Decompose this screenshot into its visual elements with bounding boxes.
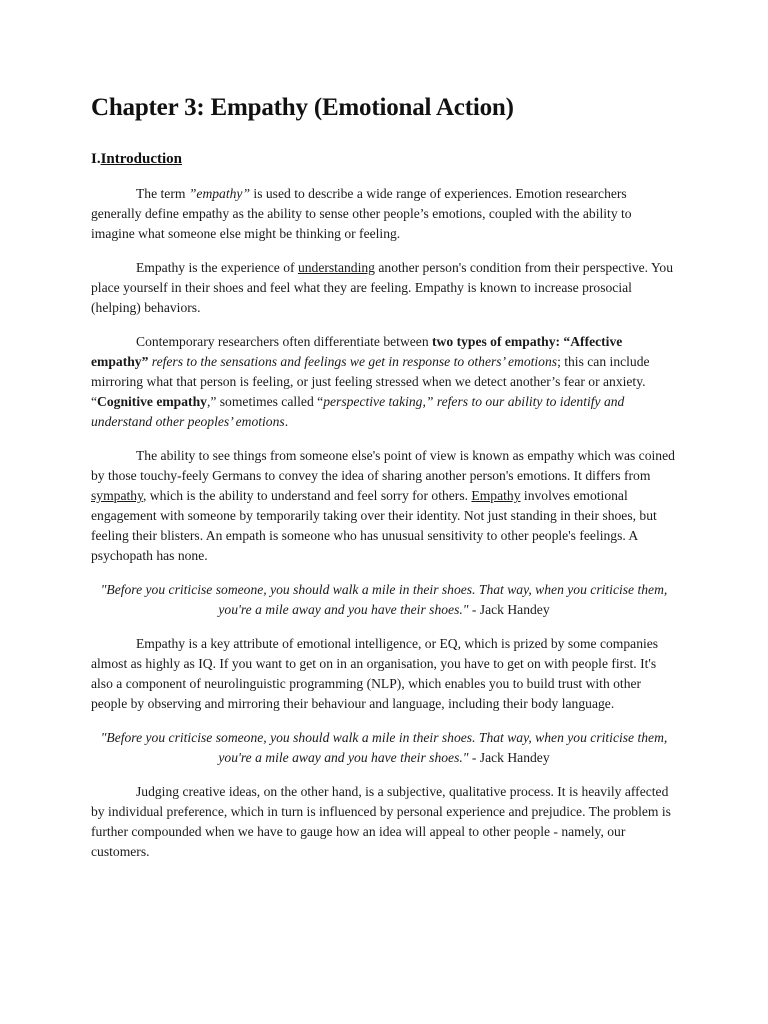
paragraph-experience: Empathy is the experience of understanding another person's condition from their perspective. You place yourself in their shoes and feel what they are feeling. Empathy is known to increase prosocial (helping) behaviors.: [91, 260, 674, 315]
affective-empathy-bold: two types of empathy: “Affective empathy”: [91, 334, 623, 369]
section-title: Introduction: [100, 151, 183, 167]
quote-attribution: - Jack Handey: [468, 602, 550, 617]
quote-text: "Before you criticise someone, you should walk a mile in their shoes. That way, when you criticise them, you're a mile away and you have their shoes.": [100, 582, 668, 617]
section-heading: [91, 149, 677, 169]
empathy-underlined: Empathy: [471, 488, 521, 503]
understanding-underlined: understanding: [297, 260, 375, 275]
paragraph-types: Contemporary researchers often differentiate between two types of empathy: “Affective empathy” refers to the sensations and feelings we get in response to others’ emotions; this can include mirroring what that person is feeling, or just feeling stressed when we detect another’s fear or anxiety. “Cognitive empathy,” sometimes called “perspective taking,” refers to our ability to identify and understand other peoples’ emotions.: [91, 334, 650, 429]
cognitive-empathy-bold: Cognitive empathy: [97, 394, 207, 409]
empathy-term: ”empathy”: [188, 186, 251, 201]
quote-attribution: - Jack Handey: [468, 750, 550, 765]
quote-block: [91, 580, 677, 620]
paragraph-emotional-intelligence: Empathy is a key attribute of emotional intelligence, or EQ, which is prized by some companies almost as highly as IQ. If you want to get on in an organisation, you have to get on with people first. It's also a component of neurolinguistic programming (NLP), which enables you to build trust with other people by observing and mirroring their behaviour and language, including their body language.: [91, 636, 659, 711]
sympathy-underlined: sympathy: [91, 488, 143, 503]
paragraph-creative-ideas: Judging creative ideas, on the other hand, is a subjective, qualitative process. It is heavily affected by individual preference, which in turn is influenced by personal experience and prejudice. The problem is further compounded when we have to gauge how an idea will appeal to other people - namely, our customers.: [91, 784, 671, 859]
section-number: I.: [91, 151, 101, 167]
paragraph-point-of-view: The ability to see things from someone else's point of view is known as empathy which was coined by those touchy-feely Germans to convey the idea of sharing another person's emotions. It differs from sympathy, which is the ability to understand and feel sorry for others. Empathy involves emotional engagement with someone by temporarily taking over their identity. Not just standing in their shoes, but feeling their blisters. An empath is someone who has unusual sensitivity to other people's feelings. A psychopath has none.: [91, 448, 675, 563]
quote-text: "Before you criticise someone, you should walk a mile in their shoes. That way, when you criticise them, you're a mile away and you have their shoes.": [100, 730, 668, 765]
paragraph-definition: The term ”empathy” is used to describe a wide range of experiences. Emotion researchers generally define empathy as the ability to sense other people’s emotions, coupled with the ability to imagine what someone else might be thinking or feeling.: [91, 186, 632, 241]
document-content: [91, 88, 677, 862]
quote-block: [91, 728, 677, 768]
chapter-title: Chapter 3: Empathy (Emotional Action): [91, 94, 514, 121]
